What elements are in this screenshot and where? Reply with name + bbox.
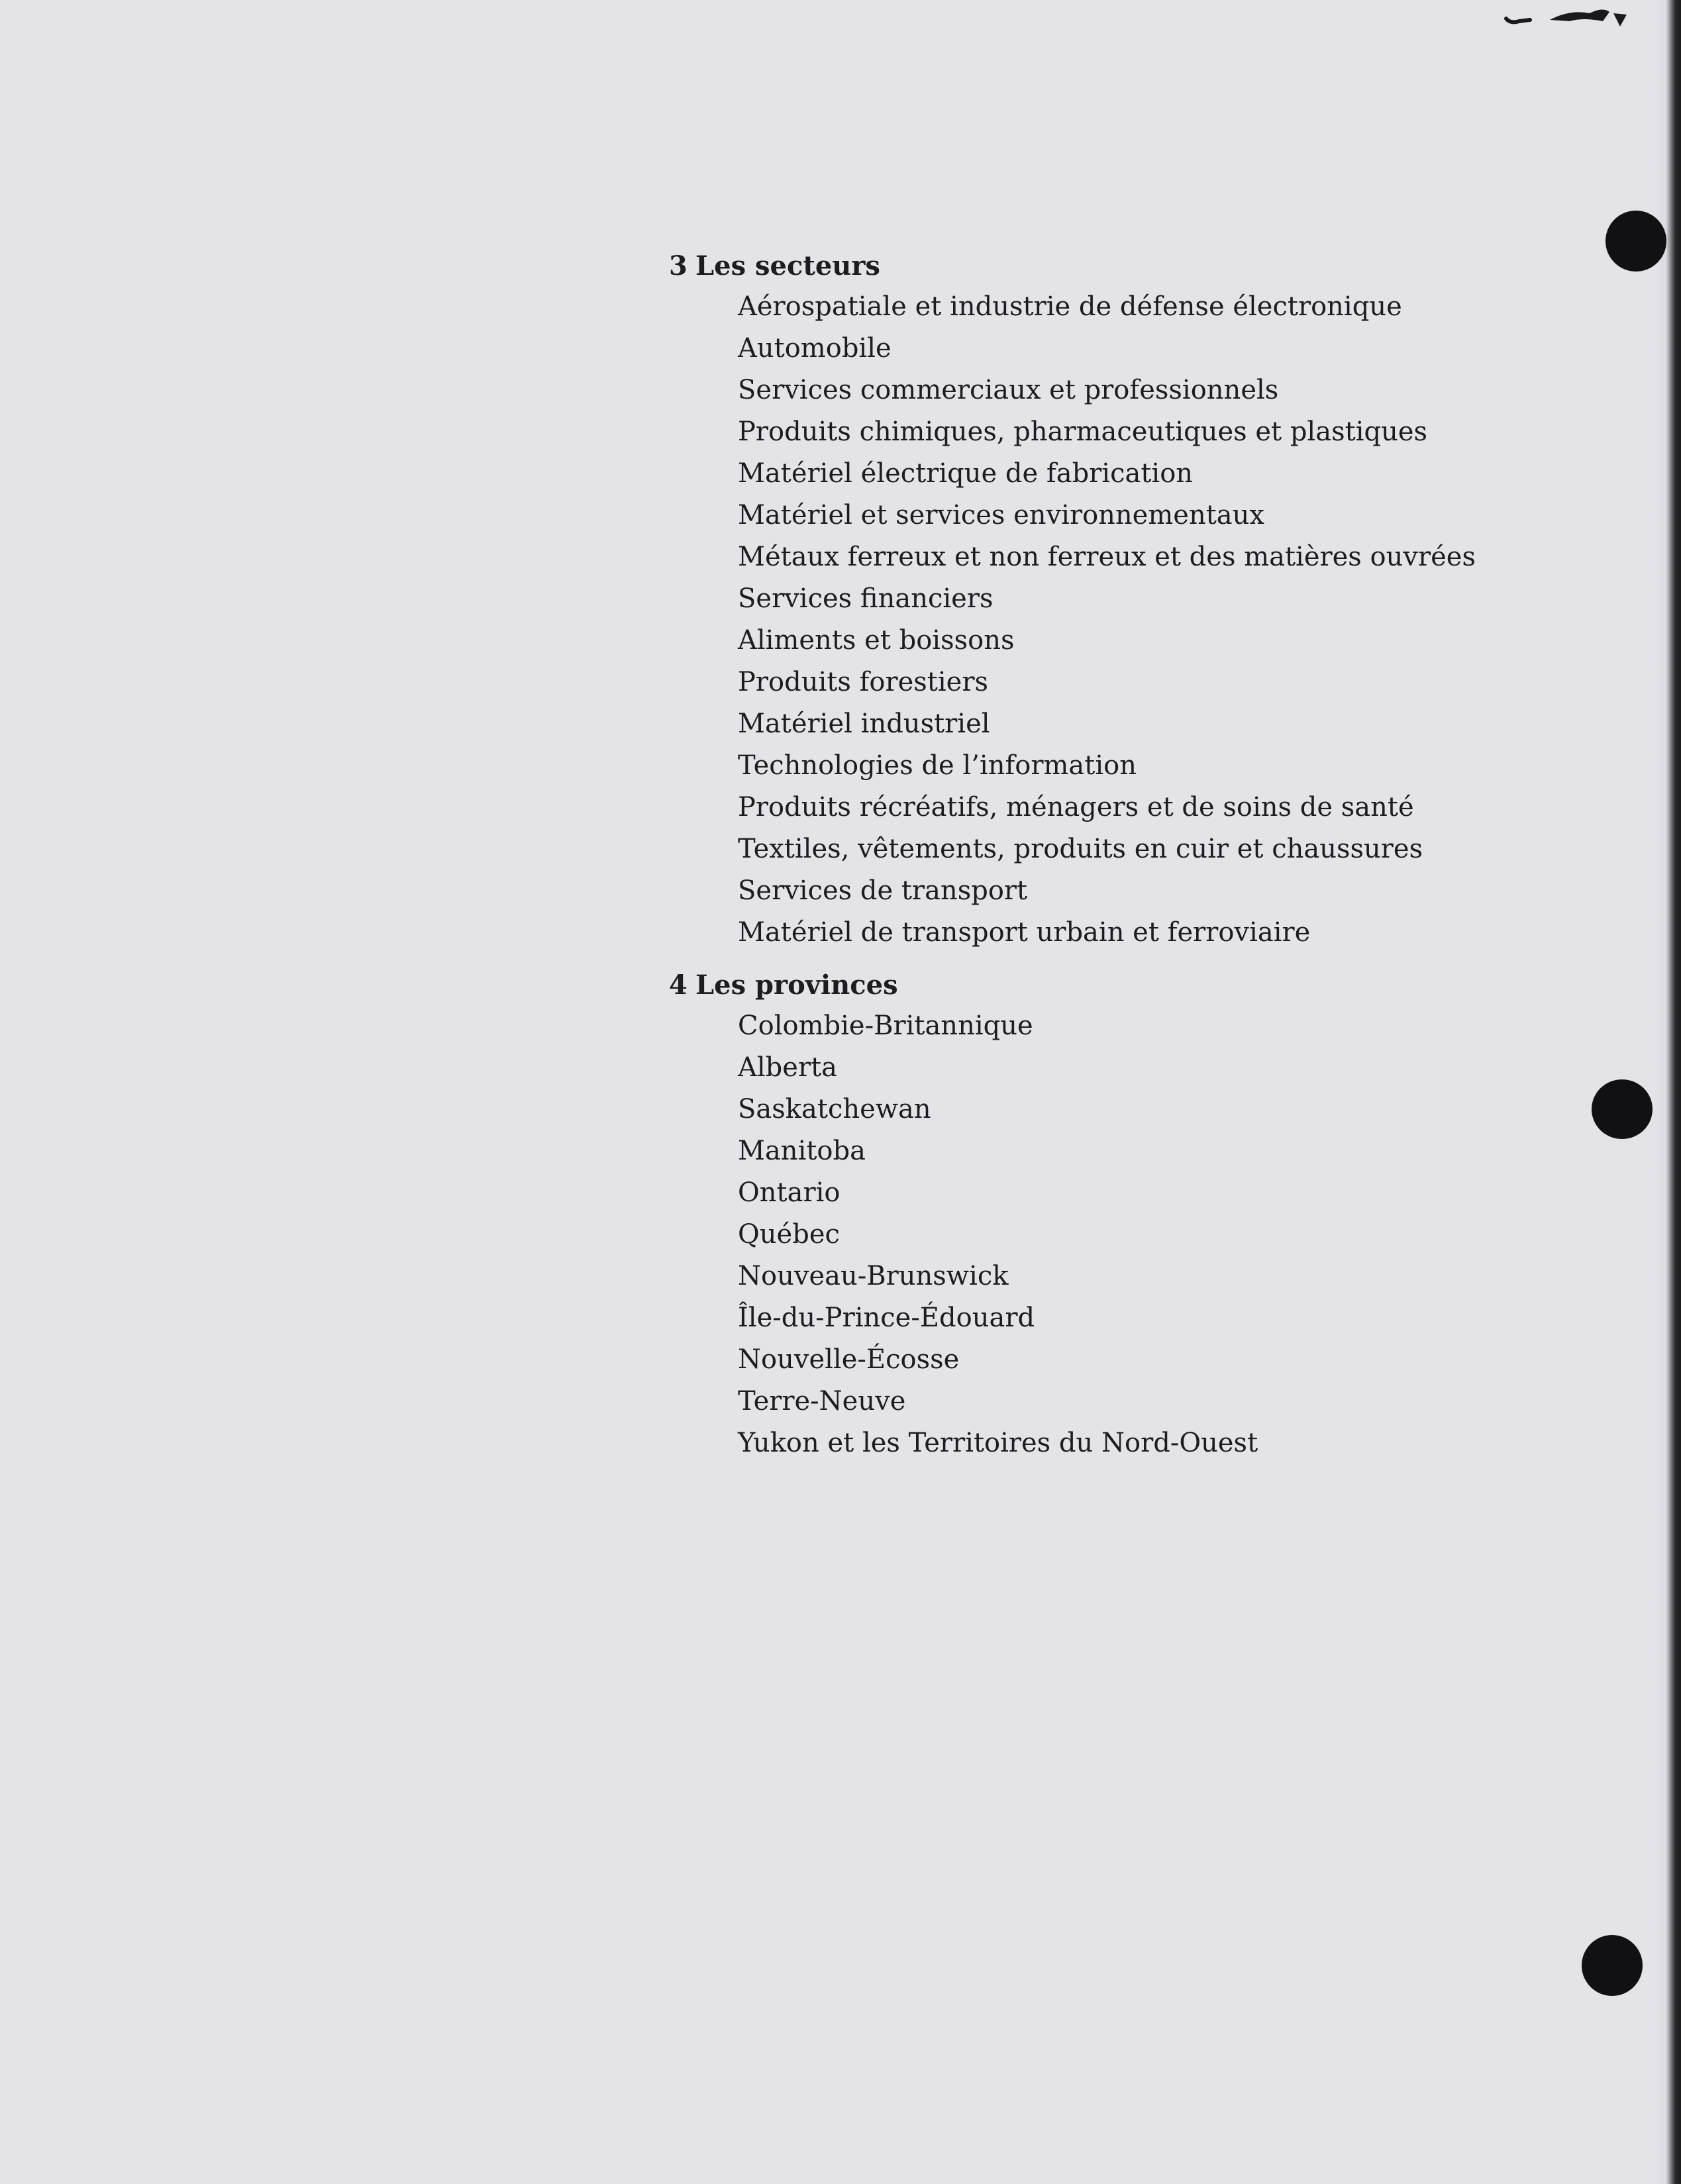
list-item: Services de transport xyxy=(738,875,1028,906)
list-item: Services commerciaux et professionnels xyxy=(738,375,1279,405)
section-heading xyxy=(669,966,1530,1005)
list-item: Terre-Neuve xyxy=(738,1386,906,1416)
punch-hole-bottom xyxy=(1582,1935,1643,1996)
section-provinces xyxy=(669,966,1530,1464)
punch-hole-middle xyxy=(1592,1079,1653,1139)
list-item: Nouveau-Brunswick xyxy=(738,1261,1009,1291)
section-title: Les provinces xyxy=(695,969,898,1001)
list-item: Colombie-Britannique xyxy=(738,1011,1033,1041)
list-item: Aliments et boissons xyxy=(738,625,1015,656)
list-item: Métaux ferreux et non ferreux et des matières ouvrées xyxy=(738,542,1476,572)
list-item: Produits récréatifs, ménagers et de soins de santé xyxy=(738,792,1414,822)
section-title: Les secteurs xyxy=(695,250,880,281)
list-item: Services financiers xyxy=(738,583,993,614)
list-item: Automobile xyxy=(738,333,891,364)
list-item: Alberta xyxy=(738,1052,837,1083)
section-secteurs xyxy=(669,246,1530,954)
list-item: Technologies de l’information xyxy=(738,750,1137,781)
list-item: Produits chimiques, pharmaceutiques et plastiques xyxy=(738,417,1428,447)
list-item: Ontario xyxy=(738,1177,840,1208)
corner-ink-mark xyxy=(1503,4,1636,37)
list-item: Produits forestiers xyxy=(738,667,988,697)
list-item: Matériel de transport urbain et ferroviaire xyxy=(738,917,1311,948)
table-of-contents xyxy=(669,246,1530,1476)
list-item: Québec xyxy=(738,1219,840,1250)
section-number: 3 xyxy=(669,250,688,281)
list-item: Manitoba xyxy=(738,1136,866,1166)
list-item: Matériel et services environnementaux xyxy=(738,500,1264,530)
list-item: Nouvelle-Écosse xyxy=(738,1344,960,1375)
list-item: Île-du-Prince-Édouard xyxy=(738,1303,1035,1333)
punch-hole-top xyxy=(1605,211,1666,272)
list-item: Aérospatiale et industrie de défense électronique xyxy=(738,291,1402,322)
list-item: Yukon et les Territoires du Nord-Ouest xyxy=(738,1428,1258,1458)
list-item: Matériel industriel xyxy=(738,709,990,739)
section-number: 4 xyxy=(669,969,688,1001)
list-item: Matériel électrique de fabrication xyxy=(738,458,1194,489)
list-item: Saskatchewan xyxy=(738,1094,931,1124)
list-item: Textiles, vêtements, produits en cuir et chaussures xyxy=(738,834,1423,864)
province-list xyxy=(669,1005,1530,1464)
section-heading xyxy=(669,246,1530,286)
sector-list xyxy=(669,286,1530,954)
scan-edge-shadow xyxy=(1666,0,1681,2184)
